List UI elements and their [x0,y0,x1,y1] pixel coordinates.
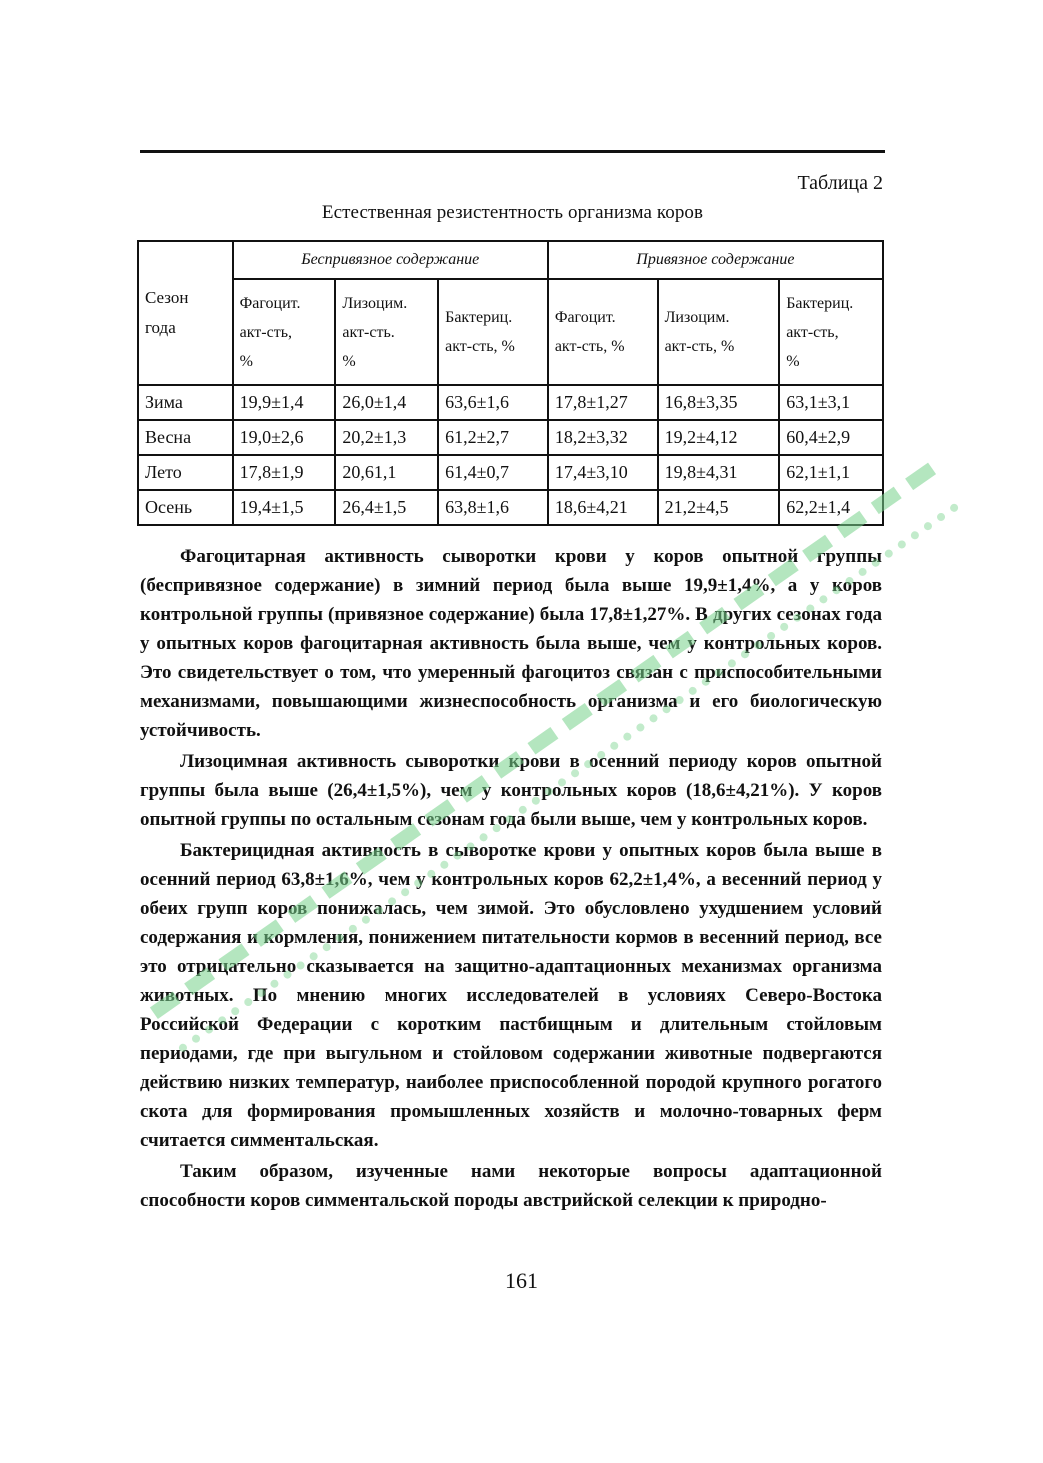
table-cell: 20,2±1,3 [335,420,438,455]
paragraph-lysozyme: Лизоцимная активность сыворотки крови в осенний периоду коров опытной группы была выше (26,4±1,5%), чем у контрольных коров (18,6±4,21%). У коров опытной группы по остальным сезонам года были выше, чем у контрольных коров. [140,751,882,830]
table-cell: 19,2±4,12 [658,420,780,455]
table-cell: 63,6±1,6 [438,385,548,420]
table-cell: 60,4±2,9 [779,420,883,455]
table-cell: Весна [138,420,233,455]
subheader-bactericidal-free: Бактериц. акт-сть, % [438,279,548,385]
table-cell: 62,1±1,1 [779,455,883,490]
table-caption: Естественная резистентность организма коров [321,202,704,223]
table-cell: 16,8±3,35 [658,385,780,420]
season-header: Сезон года [138,241,233,385]
table-cell: 20,61,1 [335,455,438,490]
table-cell: 19,4±1,5 [233,490,336,525]
group-header-free: Беспривязное содержание [233,241,548,279]
table-cell: 19,9±1,4 [233,385,336,420]
table-row [138,420,883,455]
paragraph-bactericidal: Бактерицидная активность в сыворотке крови у опытных коров была выше в осенний период 63,8±1,6%, чем у контрольных коров 62,2±1,4%, а весенний период у обеих групп коров понижалась, чем зимой. Это обусловлено ухудшением условий содержания и кормления, понижением питательности кормов в весенний период, все это отрицательно сказывается на защитно-адаптационных механизмах организма животных. По мнению многих исследователей в условиях Северо-Востока Российской Федерации с коротким пастбищным и длительным стойловым периодами, где при выгульном и стойловом содержании животные подвергаются действию низких температур, наиболее приспособленной породой крупного рогатого скота для формирования промышленных хозяйств и молочно-товарных ферм считается симментальская. [140,840,882,1151]
paragraph-phagocytic: Фагоцитарная активность сыворотки крови у коров опытной группы (беспривязное содержание) в зимний период была выше 19,9±1,4%, а у коров контрольной группы (привязное содержание) была 17,8±1,27%. В других сезонах года у опытных коров фагоцитарная активность была выше, чем у контрольных коров. Это свидетельствует о том, что умеренный фагоцитоз связан с приспособительными механизмами, повышающими жизнеспособность организма и его биологическую устойчивость. [140,546,882,741]
paragraph-conclusion: Таким образом, изученные нами некоторые вопросы адаптационной способности коров симментальской породы австрийской селекции к природно- [140,1161,882,1211]
subheader-bactericidal-tied: Бактериц. акт-сть, % [779,279,883,385]
body-text [140,542,882,1217]
table-cell: 17,8±1,27 [548,385,658,420]
subheader-lysozyme-tied: Лизоцим. акт-сть, % [658,279,780,385]
resistance-table [137,240,884,526]
table-label: Таблица 2 [797,172,883,194]
subheader-phagocytic-free: Фагоцит. акт-сть, % [233,279,336,385]
table-cell: 62,2±1,4 [779,490,883,525]
table-cell: Зима [138,385,233,420]
table-cell: 26,4±1,5 [335,490,438,525]
table-cell: 17,4±3,10 [548,455,658,490]
table-cell: 18,2±3,32 [548,420,658,455]
table-cell: Осень [138,490,233,525]
table-row [138,490,883,525]
page-number: 161 [505,1268,538,1293]
table-cell: 17,8±1,9 [233,455,336,490]
table-cell: 19,0±2,6 [233,420,336,455]
group-header-tied: Привязное содержание [548,241,883,279]
table-cell: 21,2±4,5 [658,490,780,525]
table-cell: 63,1±3,1 [779,385,883,420]
header-rule [140,150,885,153]
table-cell: 63,8±1,6 [438,490,548,525]
table-cell: 61,2±2,7 [438,420,548,455]
table-row [138,385,883,420]
table-cell: 19,8±4,31 [658,455,780,490]
table-cell: 18,6±4,21 [548,490,658,525]
subheader-lysozyme-free: Лизоцим. акт-сть. % [335,279,438,385]
table-cell: 61,4±0,7 [438,455,548,490]
table-cell: Лето [138,455,233,490]
table-cell: 26,0±1,4 [335,385,438,420]
subheader-phagocytic-tied: Фагоцит. акт-сть, % [548,279,658,385]
table-row [138,455,883,490]
